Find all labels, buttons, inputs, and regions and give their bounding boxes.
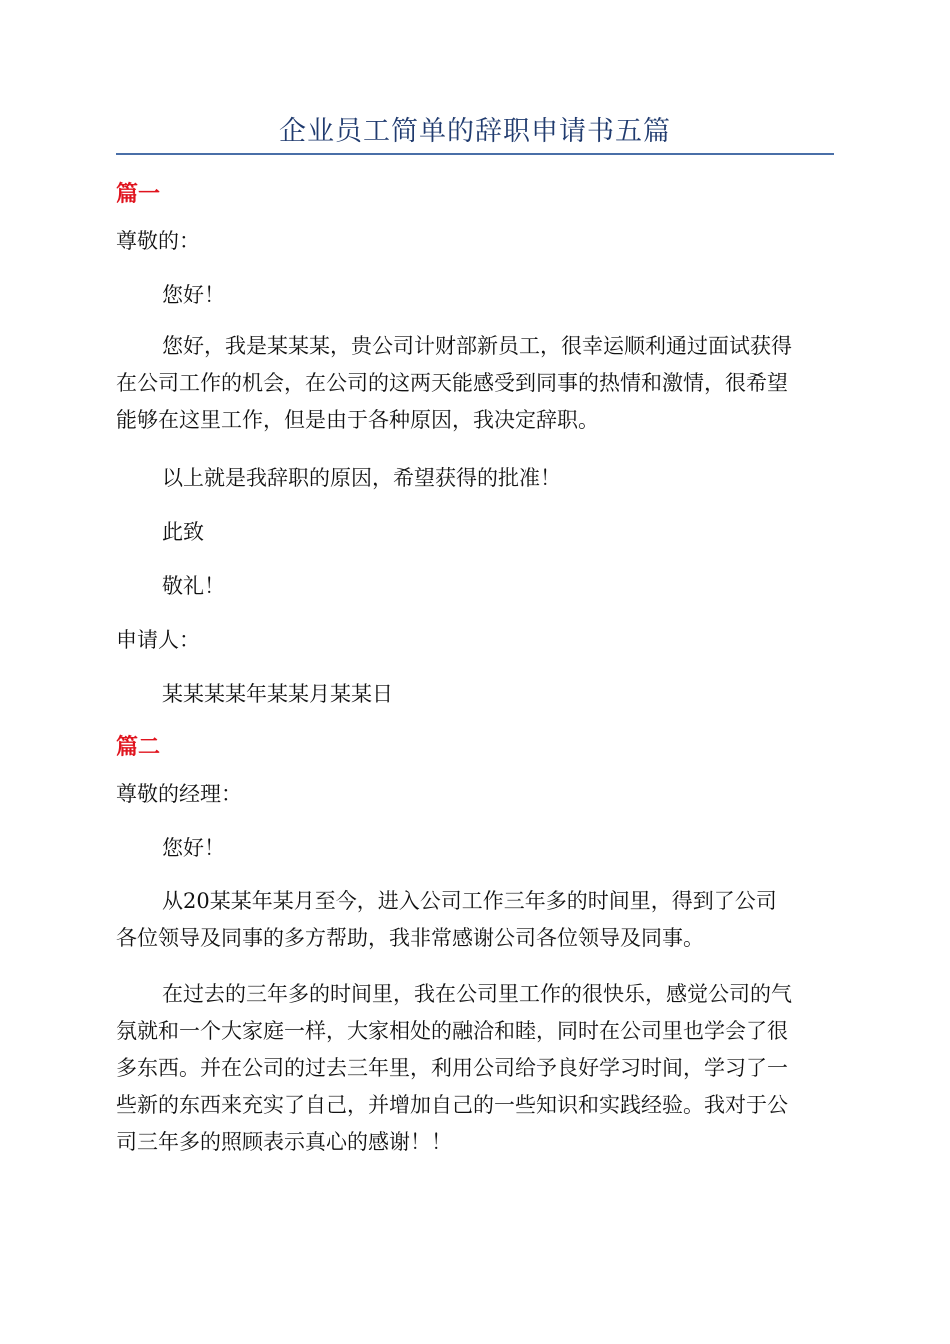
applicant-label: 申请人： [116, 628, 200, 652]
paragraph-line: 您好，我是某某某，贵公司计财部新员工，很幸运顺利通过面试获得 [162, 334, 792, 358]
section-heading-1: 篇一 [116, 182, 161, 207]
salutation-2: 尊敬的经理： [116, 782, 242, 806]
document-title: 企业员工简单的辞职申请书五篇 [279, 116, 671, 147]
date-line: 某某某某年某某月某某日 [162, 682, 393, 706]
paragraph-line: 司三年多的照顾表示真心的感谢！！ [116, 1130, 452, 1154]
closing-jingli: 敬礼！ [162, 574, 225, 598]
paragraph-line: 在公司工作的机会，在公司的这两天能感受到同事的热情和激情，很希望 [116, 371, 788, 395]
paragraph-line: 各位领导及同事的多方帮助，我非常感谢公司各位领导及同事。 [116, 926, 704, 950]
title-divider [116, 153, 834, 155]
paragraph-line: 多东西。并在公司的过去三年里，利用公司给予良好学习时间，学习了一 [116, 1056, 788, 1080]
paragraph-line: 在过去的三年多的时间里，我在公司里工作的很快乐，感觉公司的气 [162, 982, 792, 1006]
greeting-2: 您好！ [162, 836, 225, 860]
body-paragraph-1 [116, 328, 834, 439]
paragraph-line: 些新的东西来充实了自己，并增加自己的一些知识和实践经验。我对于公 [116, 1093, 788, 1117]
paragraph-line: 氛就和一个大家庭一样，大家相处的融洽和睦，同时在公司里也学会了很 [116, 1019, 788, 1043]
reason-line: 以上就是我辞职的原因，希望获得的批准！ [162, 466, 561, 490]
salutation-1: 尊敬的： [116, 229, 200, 253]
greeting-1: 您好！ [162, 283, 225, 307]
section-heading-2: 篇二 [116, 735, 161, 760]
closing-cizhi: 此致 [162, 520, 204, 544]
body-paragraph-2 [116, 883, 834, 957]
body-paragraph-3 [116, 976, 834, 1161]
paragraph-line: 能够在这里工作，但是由于各种原因，我决定辞职。 [116, 408, 599, 432]
paragraph-line: 从20某某年某月至今，进入公司工作三年多的时间里，得到了公司 [162, 889, 777, 913]
